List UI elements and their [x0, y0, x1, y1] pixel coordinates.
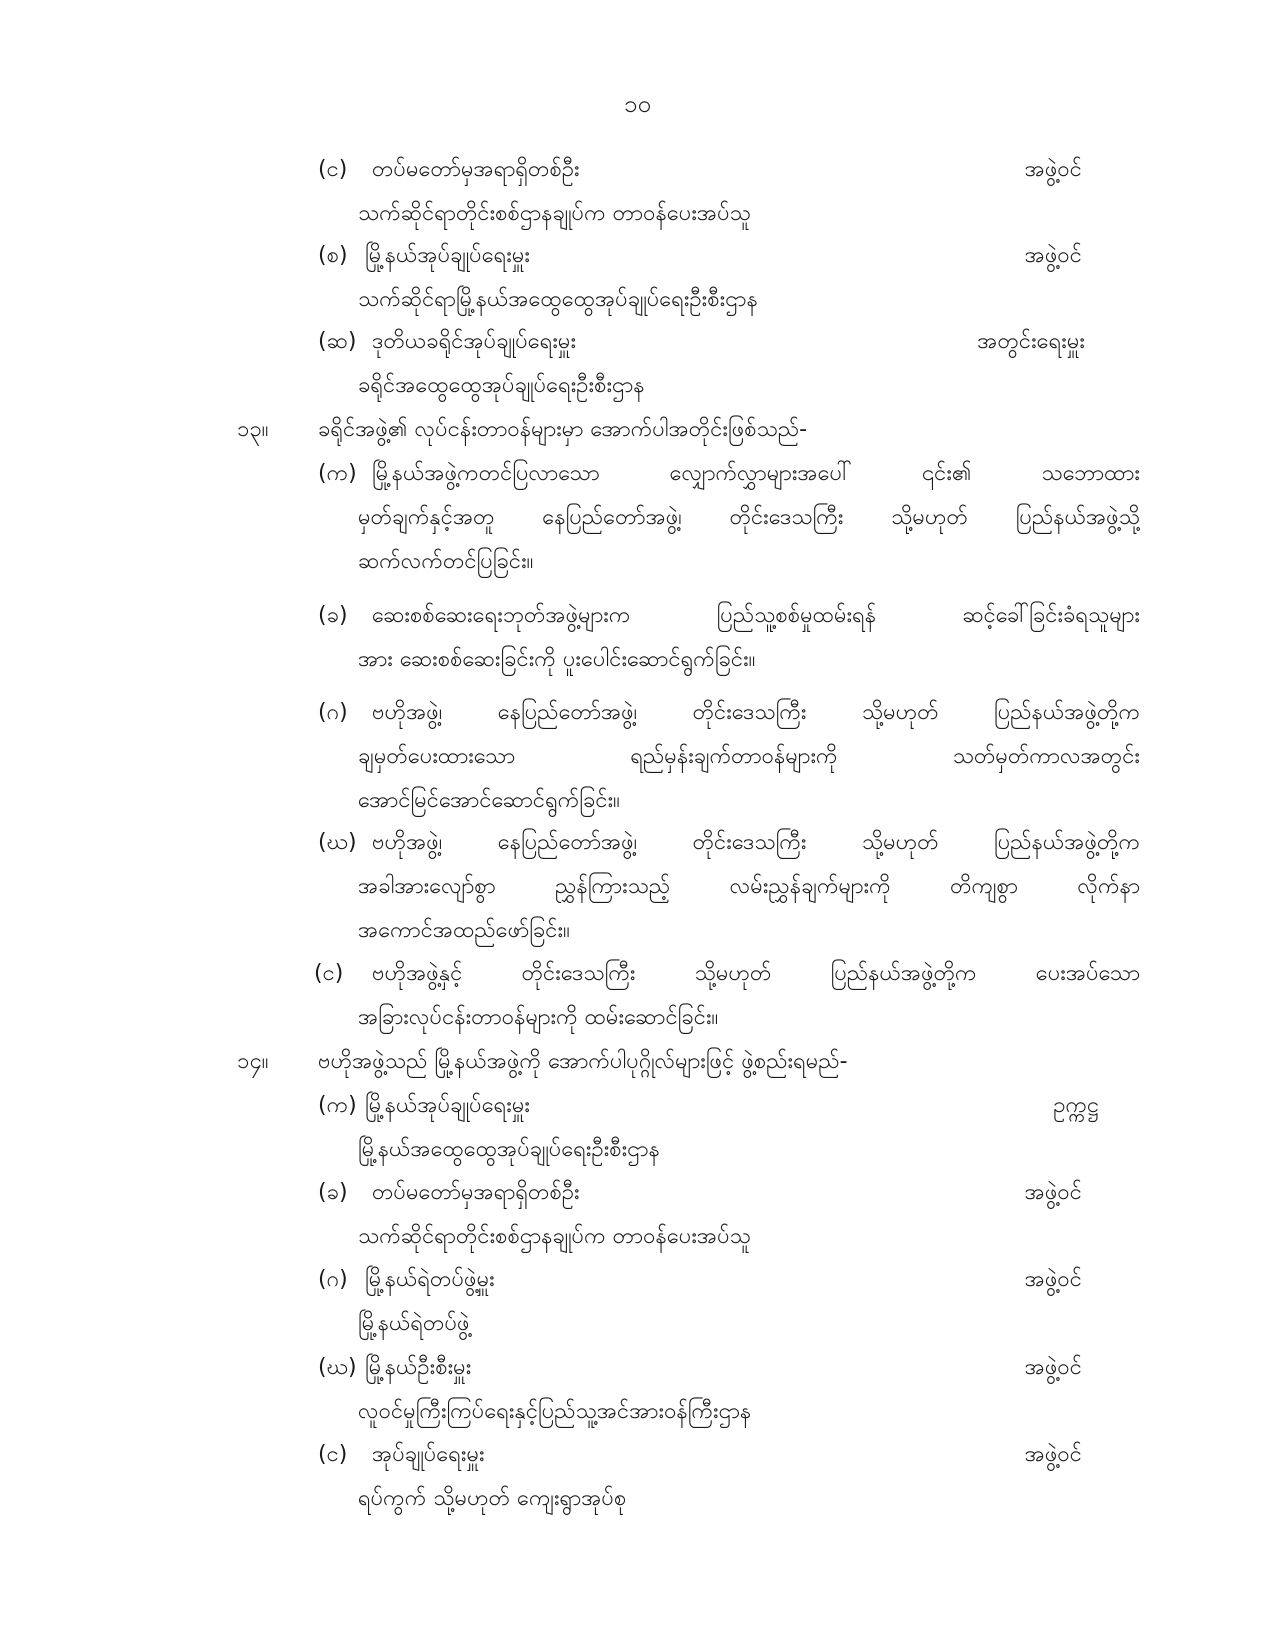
list-item-sub [0, 1483, 1275, 1517]
section-heading [0, 414, 1275, 448]
item-label: (ဂ) [318, 700, 348, 725]
section-intro: ခရိုင်အဖွဲ့၏ လုပ်ငန်းတာဝန်များမှာ အောက်ပါအတိုင်းဖြစ်သည်- [318, 417, 808, 442]
item-sub: မြို့နယ်အထွေထွေအုပ်ချုပ်ရေးဦးစီးဌာန [358, 1137, 660, 1162]
item-sub: သက်ဆိုင်ရာတိုင်းစစ်ဌာနချုပ်က တာဝန်ပေးအပ်သူ [358, 201, 751, 226]
list-item [0, 1439, 1275, 1473]
duty-item [0, 600, 1275, 634]
item-label: (င) [318, 157, 348, 182]
item-title: တပ်မတော်မှအရာရှိတစ်ဦး [372, 1180, 580, 1205]
item-role: အဖွဲ့ဝင် [1024, 1355, 1082, 1380]
item-line: ဆက်လက်တင်ပြခြင်း။ [358, 549, 534, 574]
item-title: မြို့နယ်ရဲတပ်ဖွဲ့မှူး [365, 1267, 495, 1292]
list-item [0, 240, 1275, 274]
item-label: (ခ) [318, 1180, 348, 1205]
list-item-sub [0, 1221, 1275, 1255]
duty-item-cont [0, 644, 1275, 678]
item-label: (စ) [318, 243, 348, 268]
duty-item [0, 458, 1275, 492]
item-line: ဗဟိုအဖွဲ့နှင့် တိုင်းဒေသကြီး သို့မဟုတ် ပြည်နယ်အဖွဲ့တို့က ပေးအပ်သော [372, 961, 1140, 986]
item-sub: ခရိုင်အထွေထွေအုပ်ချုပ်ရေးဦးစီးဌာန [358, 373, 645, 398]
item-line: အား ဆေးစစ်ဆေးခြင်းကို ပူးပေါင်းဆောင်ရွက်ခြင်း။ [358, 647, 756, 672]
item-line: ဗဟိုအဖွဲ့၊ နေပြည်တော်အဖွဲ့၊ တိုင်းဒေသကြီး သို့မဟုတ် ပြည်နယ်အဖွဲ့တို့က [372, 830, 1140, 855]
list-item-sub [0, 1308, 1275, 1342]
section-number: ၁၃။ [237, 417, 269, 442]
duty-item [0, 827, 1275, 861]
item-title: အုပ်ချုပ်ရေးမှူး [372, 1442, 485, 1467]
item-label: (င) [318, 1442, 348, 1467]
item-sub: လူဝင်မှုကြီးကြပ်ရေးနှင့်ပြည်သူ့အင်အားဝန်ကြီးဌာန [358, 1399, 752, 1424]
item-label: (က) [318, 1093, 357, 1118]
list-item [0, 1177, 1275, 1211]
duty-item-cont [0, 915, 1275, 949]
item-line: အခြားလုပ်ငန်းတာဝန်များကို ထမ်းဆောင်ခြင်း။ [358, 1005, 719, 1030]
item-label: (ဂ) [318, 1267, 348, 1292]
duty-item [0, 697, 1275, 731]
list-item [0, 326, 1275, 360]
item-title: မြို့နယ်ဦးစီးမှူး [365, 1355, 472, 1380]
item-sub: သက်ဆိုင်ရာမြို့နယ်အထွေထွေအုပ်ချုပ်ရေးဦးစီးဌာန [358, 287, 758, 312]
item-line: အောင်မြင်အောင်ဆောင်ရွက်ခြင်း။ [358, 788, 620, 813]
duty-item-cont [0, 785, 1275, 819]
item-role: အဖွဲ့ဝင် [1024, 243, 1082, 268]
item-sub: ရပ်ကွက် သို့မဟုတ် ကျေးရွာအုပ်စု [358, 1486, 627, 1511]
item-line: မြို့နယ်အဖွဲ့ကတင်ပြလာသော လျှောက်လွှာများအပေါ် ၎င်း၏ သဘောထား [372, 461, 1140, 486]
item-role: အဖွဲ့ဝင် [1024, 1442, 1082, 1467]
item-sub: မြို့နယ်ရဲတပ်ဖွဲ့ [358, 1311, 470, 1336]
duty-item-cont [0, 546, 1275, 580]
item-role: ဥက္ကဋ္ဌ [1053, 1093, 1099, 1118]
duty-item-cont [0, 502, 1275, 536]
item-line: အခါအားလျော်စွာ ညွှန်ကြားသည့် လမ်းညွှန်ချက်များကို တိကျစွာ လိုက်နာ [358, 874, 1140, 899]
duty-item [0, 958, 1275, 992]
item-label: (င) [314, 961, 344, 986]
item-label: (ဆ) [318, 329, 357, 354]
duty-item-cont [0, 1002, 1275, 1036]
item-title: ဒုတိယခရိုင်အုပ်ချုပ်ရေးမှူး [372, 329, 577, 354]
item-title: မြို့နယ်အုပ်ချုပ်ရေးမှူး [365, 243, 531, 268]
item-title: တပ်မတော်မှအရာရှိတစ်ဦး [372, 157, 580, 182]
item-role: အတွင်းရေးမှူး [977, 329, 1085, 354]
item-line: ဆေးစစ်ဆေးရေးဘုတ်အဖွဲ့များက ပြည်သူ့စစ်မှုထမ်းရန် ဆင့်ခေါ်ခြင်းခံရသူများ [372, 603, 1140, 628]
list-item [0, 1090, 1275, 1124]
list-item-sub [0, 370, 1275, 404]
duty-item-cont [0, 741, 1275, 775]
section-number: ၁၄။ [237, 1049, 269, 1074]
item-label: (က) [318, 461, 357, 486]
item-line: ချမှတ်ပေးထားသော ရည်မှန်းချက်တာဝန်များကို သတ်မှတ်ကာလအတွင်း [358, 744, 1140, 769]
item-sub: သက်ဆိုင်ရာတိုင်းစစ်ဌာနချုပ်က တာဝန်ပေးအပ်သူ [358, 1224, 751, 1249]
list-item [0, 1352, 1275, 1386]
item-role: အဖွဲ့ဝင် [1024, 157, 1082, 182]
section-heading [0, 1046, 1275, 1080]
item-label: (ဃ) [318, 830, 357, 855]
item-line: အကောင်အထည်ဖော်ခြင်း။ [358, 918, 570, 943]
item-label: (ဃ) [318, 1355, 357, 1380]
list-item-sub [0, 198, 1275, 232]
item-role: အဖွဲ့ဝင် [1024, 1180, 1082, 1205]
item-title: မြို့နယ်အုပ်ချုပ်ရေးမှူး [365, 1093, 531, 1118]
list-item-sub [0, 1134, 1275, 1168]
list-item [0, 1264, 1275, 1298]
page-number: ၁၀ [624, 90, 651, 118]
item-line: ဗဟိုအဖွဲ့၊ နေပြည်တော်အဖွဲ့၊ တိုင်းဒေသကြီး သို့မဟုတ် ပြည်နယ်အဖွဲ့တို့က [372, 700, 1140, 725]
item-label: (ခ) [318, 603, 348, 628]
list-item [0, 154, 1275, 188]
list-item-sub [0, 1396, 1275, 1430]
list-item-sub [0, 284, 1275, 318]
item-role: အဖွဲ့ဝင် [1024, 1267, 1082, 1292]
section-intro: ဗဟိုအဖွဲ့သည် မြို့နယ်အဖွဲ့ကို အောက်ပါပုဂ္ဂိုလ်များဖြင့် ဖွဲ့စည်းရမည်- [318, 1049, 848, 1074]
duty-item-cont [0, 871, 1275, 905]
item-line: မှတ်ချက်နှင့်အတူ နေပြည်တော်အဖွဲ့၊ တိုင်းဒေသကြီး သို့မဟုတ် ပြည်နယ်အဖွဲ့သို့ [358, 505, 1140, 530]
